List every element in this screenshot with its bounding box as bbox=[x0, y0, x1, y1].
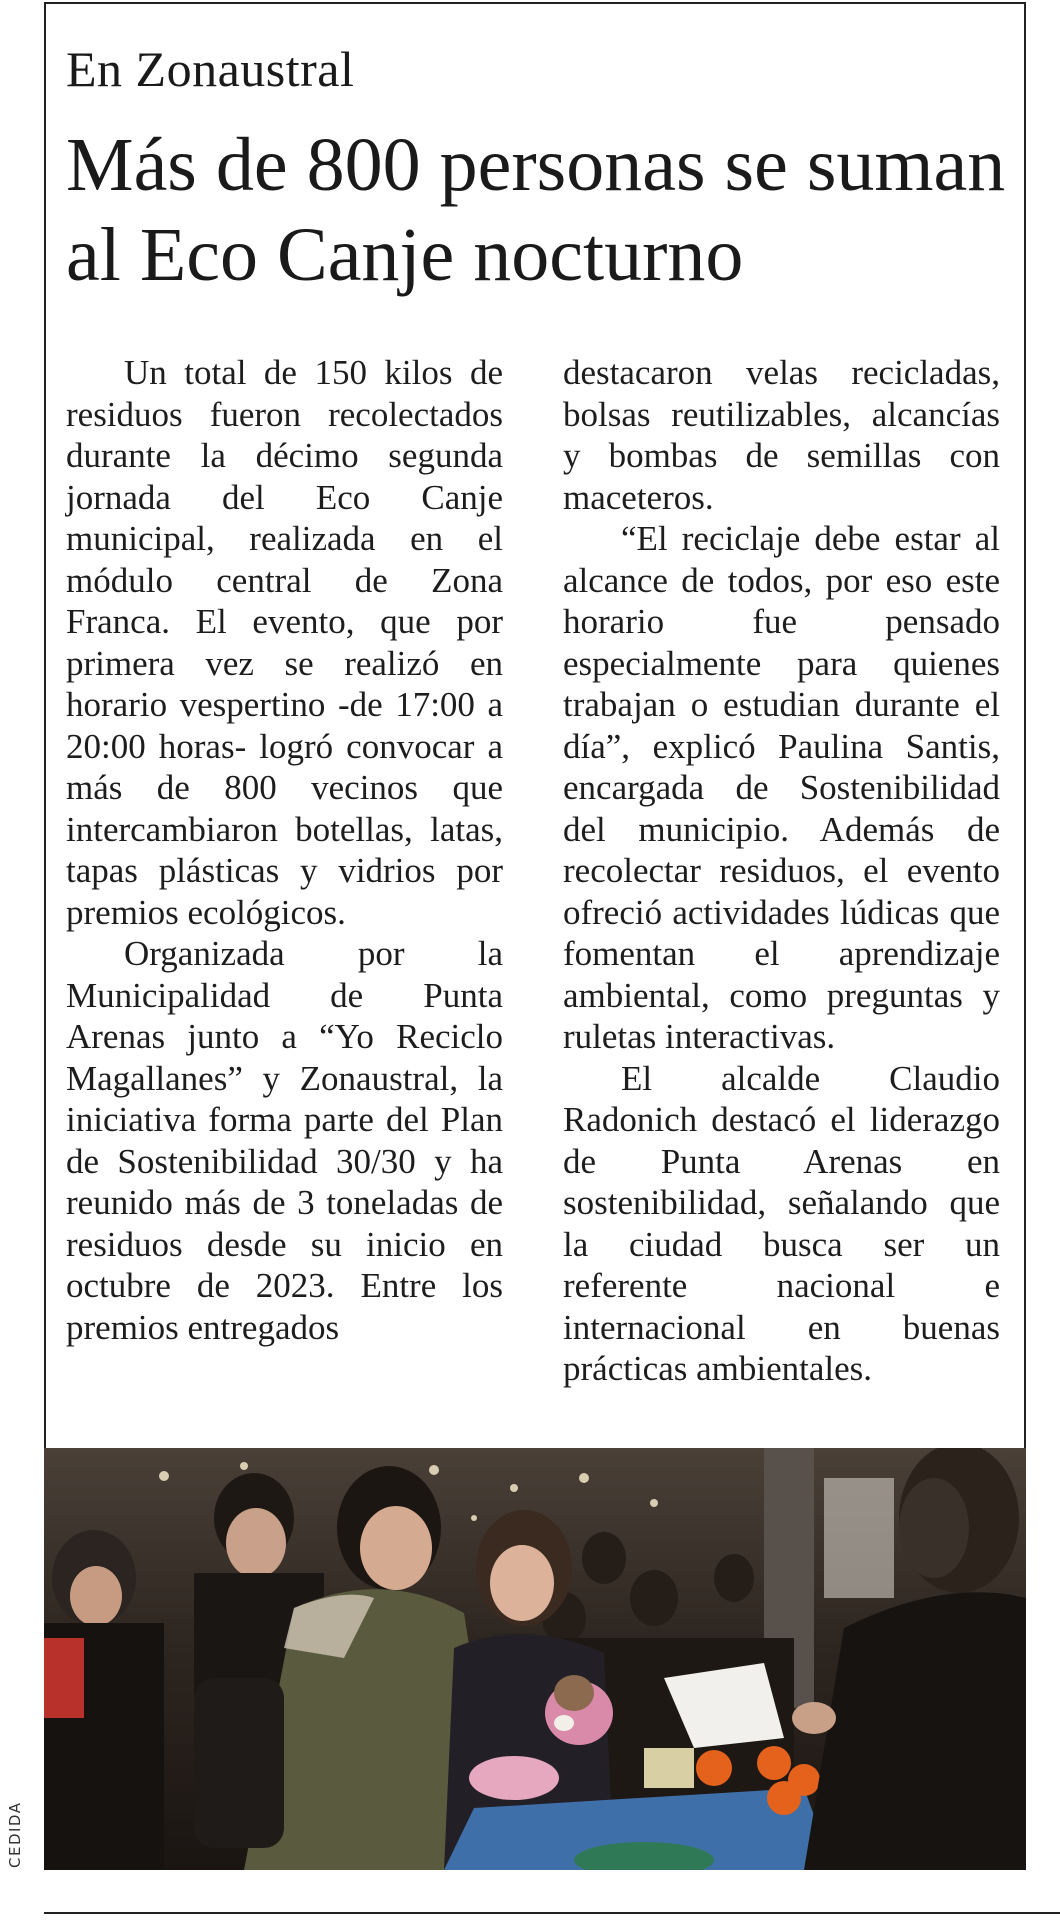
text-column-right bbox=[563, 352, 1000, 1390]
event-photo bbox=[44, 1448, 1026, 1870]
article-paragraph: El alcalde Claudio Radonich destacó el liderazgo de Punta Arenas en sostenibilidad, señalando que la ciudad busca ser un referente nacional e internacional en buenas prácticas ambientales. bbox=[563, 1058, 1000, 1388]
red-sleeve bbox=[44, 1638, 84, 1718]
article-kicker: En Zonaustral bbox=[66, 41, 355, 97]
product-box bbox=[644, 1748, 694, 1788]
banner-sign bbox=[824, 1478, 894, 1598]
backpack bbox=[194, 1678, 284, 1848]
article-paragraph: Un total de 150 kilos de residuos fueron recolectados durante la décimo segunda jornada del Eco Canje municipal, realizada en el módulo central de Zona Franca. El evento, que por primera vez se realizó en horario vespertino -de 17:00 a 20:00 horas- logró convocar a más de 800 vecinos que intercambiaron botellas, latas, tapas plásticas y vidrios por premios ecológicos. bbox=[66, 353, 503, 932]
text-column-left bbox=[66, 352, 503, 1348]
bottom-rule bbox=[44, 1912, 1060, 1914]
article-paragraph: destacaron velas recicladas, bolsas reutilizables, alcancías y bombas de semillas con maceteros. bbox=[563, 353, 1000, 517]
article-headline: Más de 800 personas se suman al Eco Canje nocturno bbox=[66, 123, 1006, 297]
article-paragraph: “El reciclaje debe estar al alcance de todos, por eso este horario fue pensado especialmente para quienes trabajan o estudian durante el día”, explicó Paulina Santis, encargada de Sostenibilidad del municipio. Además de recolectar residuos, el evento ofreció actividades lúdicas que fomentan el aprendizaje ambiental, como preguntas y ruletas interactivas. bbox=[563, 519, 1000, 1056]
event-photo-illustration bbox=[44, 1448, 1026, 1870]
pink-bag bbox=[469, 1756, 559, 1800]
article-paragraph: Organizada por la Municipalidad de Punta Arenas junto a “Yo Reciclo Magallanes” y Zonaustral, la iniciativa forma parte del Plan de Sostenibilidad 30/30 y ha reunido más de 3 toneladas de residuos desde su inicio en octubre de 2023. Entre los premios entregados bbox=[66, 934, 503, 1347]
photo-credit: CEDIDA bbox=[6, 1801, 24, 1868]
